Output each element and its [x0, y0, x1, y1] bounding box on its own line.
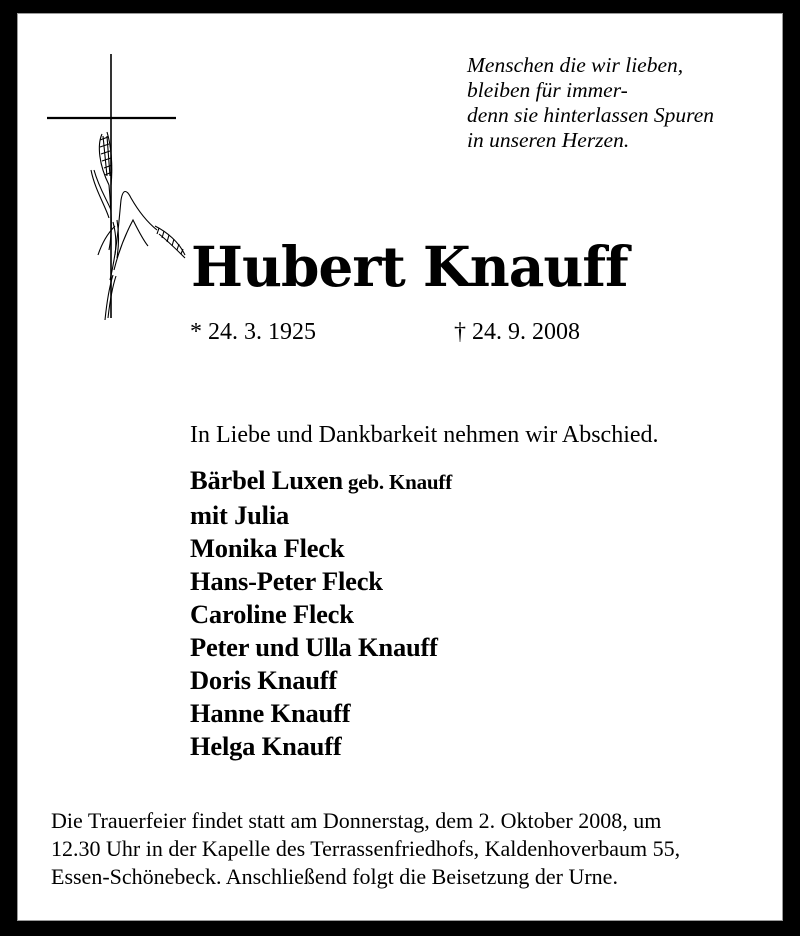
notice-line: 12.30 Uhr in der Kapelle des Terrassenfriedhofs, Kaldenhoverbaum 55, — [51, 836, 681, 861]
notice-line: Die Trauerfeier findet statt am Donnerstag, dem 2. Oktober 2008, um — [51, 808, 662, 833]
poem-line: in unseren Herzen. — [467, 128, 630, 152]
mourner-name: Peter und Ulla Knauff — [190, 632, 438, 662]
mourner-name: Hans-Peter Fleck — [190, 566, 383, 596]
deceased-name: Hubert Knauff — [191, 234, 628, 299]
mourner-name: mit Julia — [190, 500, 290, 530]
poem-line: denn sie hinterlassen Spuren — [467, 103, 715, 127]
mourner-name-suffix: geb. Knauff — [342, 470, 452, 494]
mourners-list — [190, 464, 452, 763]
memorial-poem — [467, 53, 797, 153]
mourner-name: Helga Knauff — [190, 731, 342, 761]
mourner-name — [190, 464, 452, 499]
mourner-name: Caroline Fleck — [190, 599, 354, 629]
mourner-name: Hanne Knauff — [190, 698, 351, 728]
mourner-name: Doris Knauff — [190, 665, 338, 695]
birth-date: * 24. 3. 1925 — [190, 319, 316, 345]
cross-with-wheat-icon — [47, 50, 207, 335]
poem-line: bleiben für immer- — [467, 78, 628, 102]
farewell-text: In Liebe und Dankbarkeit nehmen wir Abschied. — [190, 422, 659, 448]
mourner-name: Monika Fleck — [190, 533, 345, 563]
mourner-name-main: Bärbel Luxen — [190, 465, 343, 495]
notice-line: Essen-Schönebeck. Anschließend folgt die Beisetzung der Urne. — [51, 864, 618, 889]
funeral-notice — [51, 807, 771, 891]
death-date: † 24. 9. 2008 — [454, 319, 580, 345]
poem-line: Menschen die wir lieben, — [467, 53, 684, 77]
obituary-card — [17, 13, 783, 921]
